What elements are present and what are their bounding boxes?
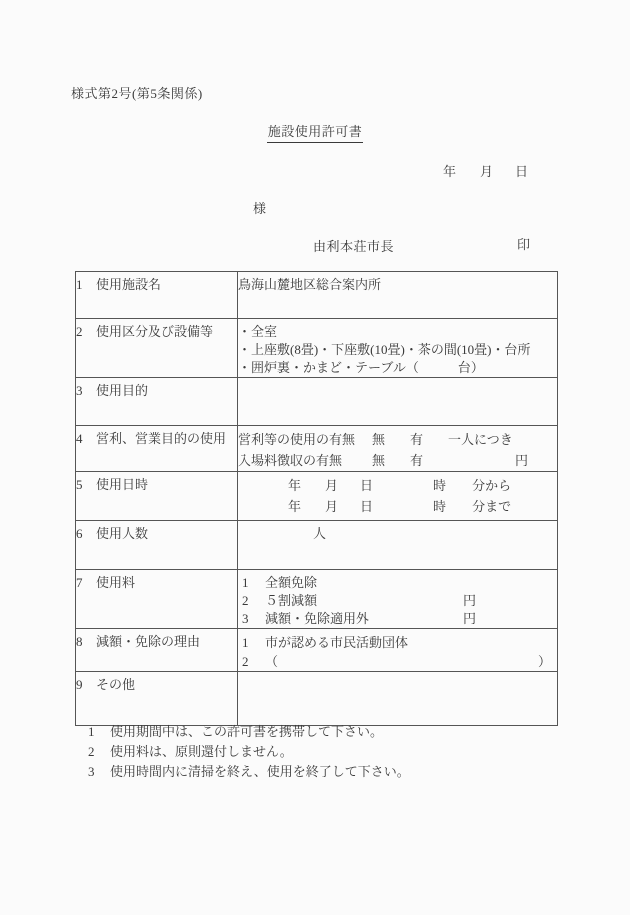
day-label: 日 [360, 499, 374, 514]
row-number: 7 [76, 575, 83, 590]
minute-from-label: 分から [472, 478, 512, 493]
row-label-cell [76, 521, 238, 570]
row-label-cell [76, 426, 238, 472]
usage-category-line: ・全室 [238, 324, 278, 339]
year-label: 年 [288, 499, 302, 514]
table-row-facility-name [76, 272, 558, 319]
other-value-cell-empty [238, 672, 558, 726]
item-number: 2 [242, 593, 249, 608]
row-value-cell [238, 426, 558, 472]
fee-option-line [238, 592, 555, 610]
row-label-cell [76, 472, 238, 521]
footer-notes [88, 722, 410, 782]
fee-option-label: ５割減額 [265, 593, 318, 608]
row-value-cell [238, 629, 558, 672]
reduction-reason-other-line [238, 652, 555, 671]
per-person-label: 一人につき [448, 432, 513, 447]
row-number: 6 [76, 526, 83, 541]
fee-option-label: 全額免除 [265, 575, 318, 590]
row-number: 5 [76, 477, 83, 492]
row-label-cell [76, 629, 238, 672]
row-label: その他 [96, 677, 136, 692]
year-label: 年 [288, 478, 302, 493]
row-number: 3 [76, 383, 83, 398]
row-label: 使用施設名 [96, 277, 162, 292]
close-paren: ） [538, 654, 552, 669]
row-label: 使用人数 [96, 526, 149, 541]
row-value-cell [238, 319, 558, 378]
month-label: 月 [480, 164, 494, 179]
row-number: 4 [76, 431, 83, 446]
month-label: 月 [325, 478, 339, 493]
table-row-usage-fee [76, 570, 558, 629]
hour-label: 時 [433, 499, 447, 514]
form-number: 様式第2号(第5条関係) [71, 86, 203, 101]
note-text: 使用期間中は、この許可書を携帯して下さい。 [110, 724, 384, 739]
fee-option-line [238, 574, 555, 592]
option-yes: 有 [410, 453, 424, 468]
issuer-name: 由利本荘市長 [313, 239, 395, 254]
issue-date-line [443, 161, 528, 180]
row-label: 使用料 [96, 575, 136, 590]
row-label-cell [76, 319, 238, 378]
seal-mark: 印 [517, 237, 531, 252]
item-number: 2 [242, 654, 249, 669]
day-label: 日 [515, 164, 529, 179]
yen-unit: 円 [515, 453, 529, 468]
usage-category-line: ・上座敷(8畳)・下座敷(10畳)・茶の間(10畳)・台所 [238, 342, 531, 357]
note-line [88, 742, 410, 762]
day-label: 日 [360, 478, 374, 493]
row-number: 1 [76, 277, 83, 292]
title-container [0, 121, 630, 143]
minute-to-label: 分まで [472, 499, 512, 514]
item-number: 1 [242, 635, 249, 650]
row-label-cell [76, 672, 238, 726]
yen-unit: 円 [463, 611, 477, 626]
addressee-suffix: 様 [253, 201, 267, 216]
permit-table [75, 271, 558, 726]
row-label-cell [76, 570, 238, 629]
table-row-commercial-use [76, 426, 558, 472]
row-label-cell [76, 378, 238, 426]
fee-option-line [238, 610, 555, 628]
row-value-cell [238, 521, 558, 570]
row-number: 2 [76, 324, 83, 339]
option-none: 無 [372, 453, 386, 468]
usage-category-line: ・囲炉裏・かまど・テーブル（ 台） [238, 360, 484, 375]
row-label: 営利、営業目的の使用 [96, 431, 227, 446]
hour-label: 時 [433, 478, 447, 493]
note-text: 使用時間内に清掃を終え、使用を終了して下さい。 [110, 764, 410, 779]
note-number: 2 [88, 744, 95, 759]
row-number: 9 [76, 677, 83, 692]
purpose-value-cell-empty [238, 378, 558, 426]
row-label: 使用区分及び設備等 [96, 324, 214, 339]
document-title: 施設使用許可書 [267, 121, 364, 143]
option-yes: 有 [410, 432, 424, 447]
reduction-reason-label: 市が認める市民活動団体 [265, 635, 409, 650]
row-label: 減額・免除の理由 [96, 634, 201, 649]
row-label: 使用日時 [96, 477, 149, 492]
datetime-from-line [238, 475, 555, 496]
open-paren: （ [265, 654, 279, 669]
datetime-to-line [238, 496, 555, 517]
facility-name-value: 鳥海山麓地区総合案内所 [238, 277, 382, 292]
note-number: 1 [88, 724, 95, 739]
yen-unit: 円 [463, 593, 477, 608]
commercial-use-line [238, 429, 555, 450]
table-row-other [76, 672, 558, 726]
table-row-usage-datetime [76, 472, 558, 521]
row-value-cell [238, 272, 558, 319]
table-row-usage-category [76, 319, 558, 378]
note-text: 使用料は、原則還付しません。 [110, 744, 293, 759]
row-value-cell [238, 472, 558, 521]
item-number: 3 [242, 611, 249, 626]
table-row-number-of-users [76, 521, 558, 570]
row-value-cell [238, 570, 558, 629]
option-none: 無 [372, 432, 386, 447]
month-label: 月 [325, 499, 339, 514]
table-row-purpose [76, 378, 558, 426]
persons-unit: 人 [313, 526, 327, 541]
note-line [88, 762, 410, 782]
table-row-reduction-reason [76, 629, 558, 672]
year-label: 年 [443, 164, 457, 179]
note-number: 3 [88, 764, 95, 779]
note-line [88, 722, 410, 742]
row-label: 使用目的 [96, 383, 149, 398]
row-number: 8 [76, 634, 83, 649]
row-label-cell [76, 272, 238, 319]
commercial-use-label: 営利等の使用の有無 [238, 432, 356, 447]
fee-option-label: 減額・免除適用外 [265, 611, 370, 626]
admission-fee-line [238, 450, 555, 471]
item-number: 1 [242, 575, 249, 590]
reduction-reason-line [238, 633, 555, 652]
admission-fee-label: 入場料徴収の有無 [238, 453, 343, 468]
